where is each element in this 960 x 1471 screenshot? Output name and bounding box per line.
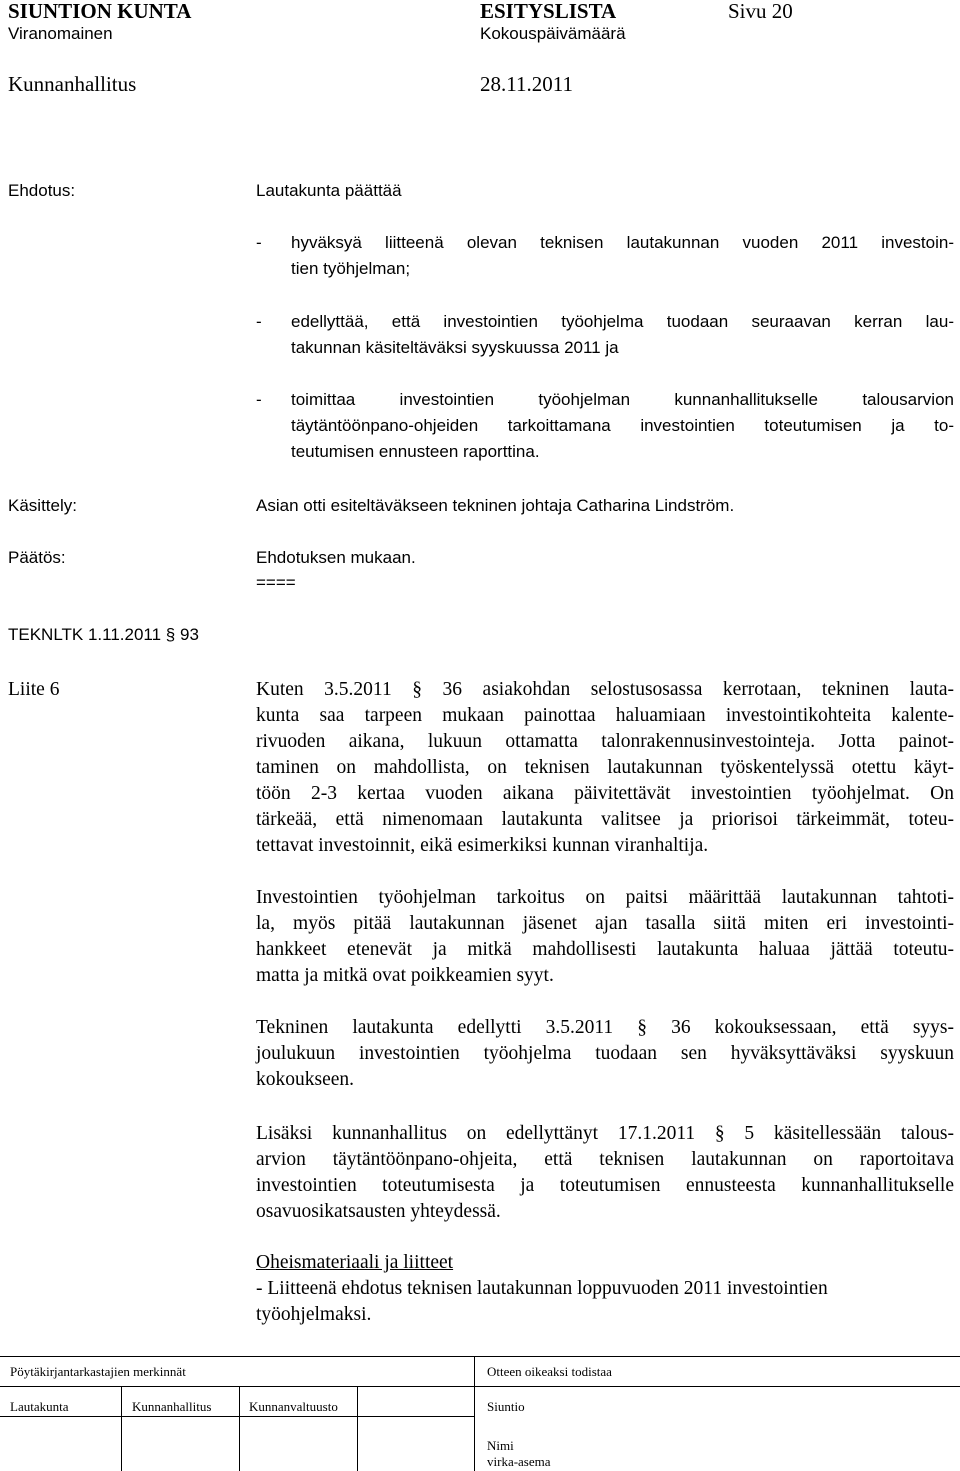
signature-footer [0, 1356, 960, 1471]
paragraph-line: taminen on mahdollista, on teknisen lautakunnan työskentelyssä otettu käyt- [256, 757, 954, 778]
paragraph-3 [256, 1015, 954, 1093]
paragraph-line: hankkeet etenevät ja mitkä mahdollisesti lautakunta haluaa jättää toteutu- [256, 939, 954, 960]
meeting-date-label: Kokouspäivämäärä [480, 24, 626, 43]
footer-col-rule [357, 1386, 358, 1471]
certification-label: Otteen oikeaksi todistaa [487, 1364, 612, 1379]
proposal-label: Ehdotus: [8, 181, 76, 200]
bullet-line: tien työhjelman; [291, 259, 411, 278]
paragraph-line: kunta saa tarpeen mukaan painottaa haluamiaan investointikohteita kalente- [256, 705, 954, 726]
footer-col-council: Kunnanvaltuusto [249, 1399, 338, 1414]
footer-col-rule [121, 1386, 122, 1471]
footer-place: Siuntio [487, 1399, 525, 1414]
paragraph-line: matta ja mitkä ovat poikkeamien syyt. [256, 965, 554, 986]
paragraph-line: arvion täytäntöönpano-ohjeita, että teknisen lautakunnan on raportoitava [256, 1149, 954, 1170]
bullet-line: edellyttää, että investointien työohjelma tuodaan seuraavan kerran lau- [291, 312, 954, 331]
attachments-section [256, 1250, 954, 1328]
attachment-number: Liite 6 [8, 679, 60, 700]
footer-top-rule [0, 1356, 960, 1357]
paragraph-line: kokoukseen. [256, 1069, 355, 1090]
paragraph-4 [256, 1121, 954, 1225]
footer-col-board: Lautakunta [10, 1399, 69, 1414]
paragraph-line: tärkeää, että nimenomaan lautakunta valitsee ja priorisoi tärkeimmät, toteu- [256, 809, 954, 830]
paragraph-line: Kuten 3.5.2011 § 36 asiakohdan selostusosassa kerrotaan, tekninen lauta- [256, 679, 954, 700]
handling-label: Käsittely: [8, 496, 77, 515]
footer-row-rule [0, 1416, 474, 1417]
authority-label: Viranomainen [8, 24, 113, 43]
authority-name: Kunnanhallitus [8, 72, 137, 96]
bullet-dash: - [256, 312, 262, 331]
paragraph-line: töön 2-3 kertaa vuoden aikana päivitettävät investointien työohjelmat. On [256, 783, 954, 804]
paragraph-line: la, myös pitää lautakunnan jäsenet ajan tasalla siitä miten eri investointi- [256, 913, 954, 934]
handling-text: Asian otti esiteltäväkseen tekninen johtaja Catharina Lindström. [256, 496, 735, 515]
bullet-line: täytäntöönpano-ohjeiden tarkoittamana investointien toteutumisen ja to- [291, 416, 954, 435]
paragraph-line: investointien toteutumisesta ja toteutumisen ennusteesta kunnanhallitukselle [256, 1175, 954, 1196]
section-reference: TEKNLTK 1.11.2011 § 93 [8, 625, 199, 644]
bullet-dash: - [256, 233, 262, 252]
footer-row-rule [474, 1386, 960, 1387]
paragraph-1 [256, 677, 954, 859]
paragraph-line: rivuoden aikana, lukuun ottamatta talonrakennusinvestointeja. Jotta painot- [256, 731, 954, 752]
paragraph-line: Investointien työohjelman tarkoitus on paitsi määrittää lautakunnan tahtoti- [256, 887, 954, 908]
bullet-line: teutumisen ennusteen raporttina. [291, 442, 540, 461]
paragraph-line: Lisäksi kunnanhallitus on edellyttänyt 17.1.2011 § 5 käsitellessään talous- [256, 1123, 954, 1144]
paragraph-line: tettavat investoinnit, eikä esimerkiksi kunnan viranhaltija. [256, 835, 709, 856]
footer-col-rule [239, 1386, 240, 1471]
decision-separator: ==== [256, 573, 296, 592]
reviewer-marks-label: Pöytäkirjantarkastajien merkinnät [10, 1364, 186, 1379]
footer-row-rule [0, 1386, 474, 1387]
attachments-line: työohjelmaksi. [256, 1304, 372, 1325]
proposal-intro: Lautakunta päättää [256, 181, 402, 200]
bullet-line: toimittaa investointien työohjelman kunnanhallitukselle talousarvion [291, 390, 954, 409]
attachments-heading: Oheismateriaali ja liitteet [256, 1252, 454, 1273]
paragraph-line: Tekninen lautakunta edellytti 3.5.2011 § 36 kokouksessaan, että syys- [256, 1017, 954, 1038]
signer-title-label: virka-asema [487, 1454, 551, 1469]
decision-label: Päätös: [8, 548, 66, 567]
bullet-line: takunnan käsiteltäväksi syyskuussa 2011 ja [291, 338, 619, 357]
footer-col-executive: Kunnanhallitus [132, 1399, 212, 1414]
meeting-date: 28.11.2011 [480, 72, 573, 96]
bullet-line: hyväksyä liitteenä olevan teknisen lautakunnan vuoden 2011 investoin- [291, 233, 954, 252]
paragraph-line: joulukuun investointien työohjelma tuodaan sen hyväksyttäväksi syyskuun [256, 1043, 954, 1064]
attachments-line: - Liitteenä ehdotus teknisen lautakunnan loppuvuoden 2011 investointien [256, 1278, 828, 1299]
page-number: Sivu 20 [728, 0, 793, 23]
decision-text: Ehdotuksen mukaan. [256, 548, 416, 567]
document-type: ESITYSLISTA [480, 0, 617, 23]
org-name: SIUNTION KUNTA [8, 0, 192, 23]
signer-name-label: Nimi [487, 1438, 514, 1453]
bullet-dash: - [256, 390, 262, 409]
footer-divider [474, 1356, 475, 1471]
paragraph-line: osavuosikatsausten yhteydessä. [256, 1201, 501, 1222]
paragraph-2 [256, 885, 954, 989]
